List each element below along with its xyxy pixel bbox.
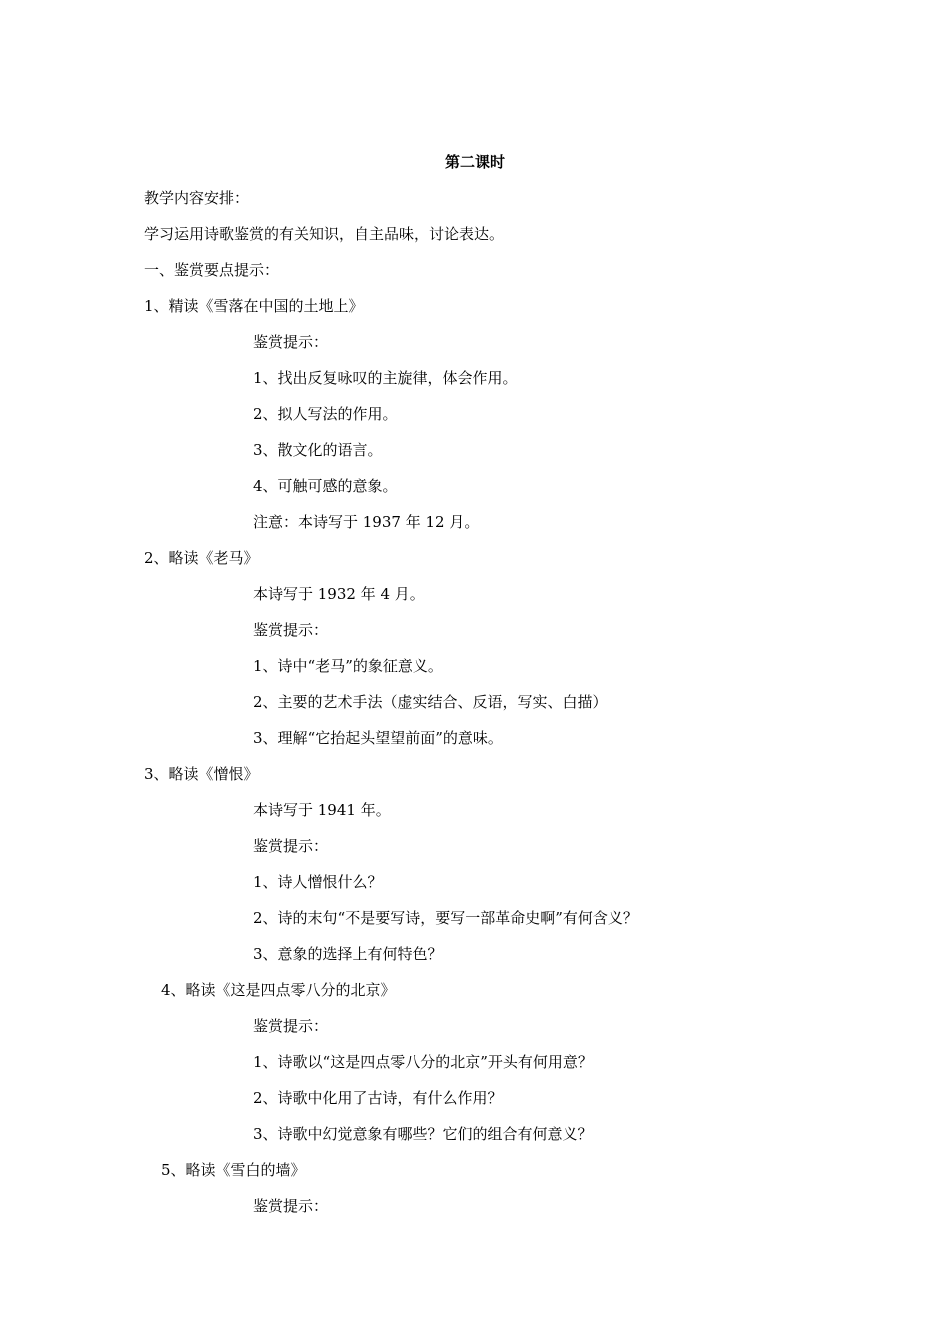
text-line: 学习运用诗歌鉴赏的有关知识，自主品味，讨论表达。: [144, 225, 505, 243]
lesson-title: 第二课时: [444, 153, 505, 171]
text-line: 注意：本诗写于 1937 年 12 月。: [253, 513, 480, 531]
section-heading: 一、鉴赏要点提示：: [144, 261, 280, 279]
text-line: 4、可触可感的意象。: [253, 477, 398, 495]
text-line: 3、理解“它抬起头望望前面”的意味。: [253, 729, 503, 747]
text-line: 鉴赏提示：: [253, 1017, 329, 1035]
text-line: 鉴赏提示：: [253, 621, 329, 639]
reading-heading: 3、略读《憎恨》: [144, 765, 259, 783]
text-line: 2、诗的末句“不是要写诗，要写一部革命史啊”有何含义？: [253, 909, 638, 927]
text-line: 本诗写于 1941 年。: [253, 801, 391, 819]
text-line: 3、诗歌中幻觉意象有哪些？它们的组合有何意义？: [253, 1125, 593, 1143]
text-line: 3、散文化的语言。: [253, 441, 383, 459]
text-line: 2、拟人写法的作用。: [253, 405, 398, 423]
text-line: 1、诗中“老马”的象征意义。: [253, 657, 443, 675]
text-line: 2、主要的艺术手法（虚实结合、反语，写实、白描）: [253, 693, 608, 711]
text-line: 2、诗歌中化用了古诗，有什么作用？: [253, 1089, 503, 1107]
text-line: 本诗写于 1932 年 4 月。: [253, 585, 425, 603]
reading-heading: 5、略读《雪白的墙》: [161, 1161, 306, 1179]
text-line: 1、诗人憎恨什么？: [253, 873, 383, 891]
text-line: 教学内容安排：: [144, 189, 250, 207]
reading-heading: 1、精读《雪落在中国的土地上》: [144, 297, 364, 315]
text-line: 鉴赏提示：: [253, 1197, 329, 1215]
text-line: 3、意象的选择上有何特色？: [253, 945, 443, 963]
text-line: 鉴赏提示：: [253, 837, 329, 855]
text-line: 1、找出反复咏叹的主旋律，体会作用。: [253, 369, 518, 387]
text-line: 1、诗歌以“这是四点零八分的北京”开头有何用意？: [253, 1053, 593, 1071]
reading-heading: 4、略读《这是四点零八分的北京》: [161, 981, 396, 999]
reading-heading: 2、略读《老马》: [144, 549, 259, 567]
text-line: 鉴赏提示：: [253, 333, 329, 351]
